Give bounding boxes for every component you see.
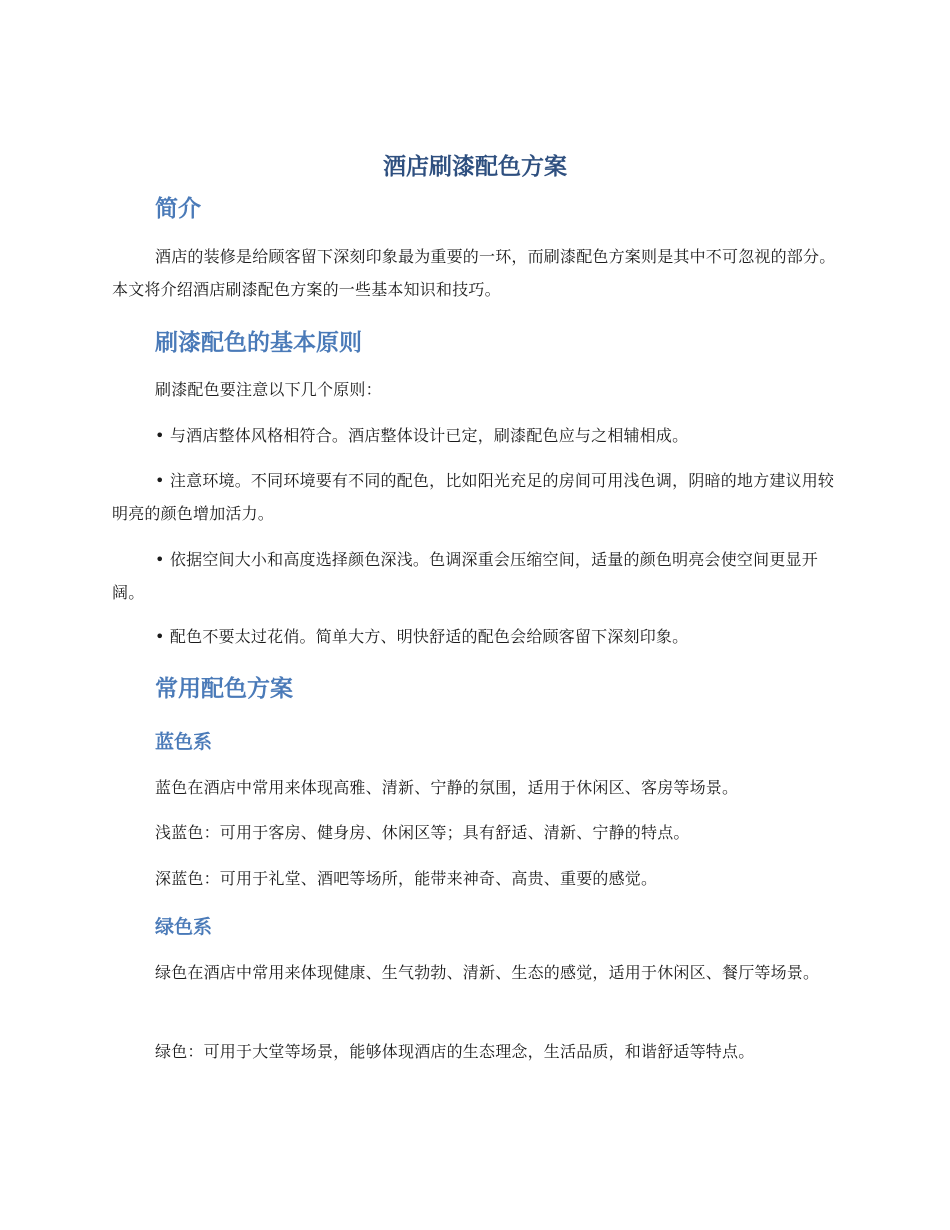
light-blue-paragraph: 浅蓝色：可用于客房、健身房、休闲区等；具有舒适、清新、宁静的特点。 (155, 823, 690, 842)
green-usage-paragraph: 绿色：可用于大堂等场景，能够体现酒店的生态理念，生活品质，和谐舒适等特点。 (155, 1042, 755, 1061)
blue-paragraph: 蓝色在酒店中常用来体现高雅、清新、宁静的氛围，适用于休闲区、客房等场景。 (155, 778, 739, 797)
section-heading-schemes: 常用配色方案 (155, 676, 293, 702)
principle-item: • 配色不要太过花俏。简单大方、明快舒适的配色会给顾客留下深刻印象。 (155, 627, 689, 646)
document-title: 酒店刷漆配色方案 (383, 154, 567, 180)
principles-lead: 刷漆配色要注意以下几个原则： (155, 380, 382, 399)
section-heading-intro: 简介 (155, 196, 201, 222)
principle-item: • 依据空间大小和高度选择颜色深浅。色调深重会压缩空间，适量的颜色明亮会使空间更显开阔。 (112, 550, 818, 602)
green-paragraph: 绿色在酒店中常用来体现健康、生气勃勃、清新、生态的感觉，适用于休闲区、餐厅等场景。 (155, 963, 820, 982)
intro-paragraph: 酒店的装修是给顾客留下深刻印象最为重要的一环，而刷漆配色方案则是其中不可忽视的部分。本文将介绍酒店刷漆配色方案的一些基本知识和技巧。 (112, 247, 836, 299)
section-heading-principles: 刷漆配色的基本原则 (155, 330, 362, 356)
subsection-heading-blue: 蓝色系 (155, 731, 213, 753)
subsection-heading-green: 绿色系 (155, 916, 213, 938)
principle-item: • 注意环境。不同环境要有不同的配色，比如阳光充足的房间可用浅色调，阴暗的地方建议用较明亮的颜色增加活力。 (112, 471, 835, 523)
dark-blue-paragraph: 深蓝色：可用于礼堂、酒吧等场所，能带来神奇、高贵、重要的感觉。 (155, 869, 658, 888)
principle-item: • 与酒店整体风格相符合。酒店整体设计已定，刷漆配色应与之相辅相成。 (155, 426, 689, 445)
